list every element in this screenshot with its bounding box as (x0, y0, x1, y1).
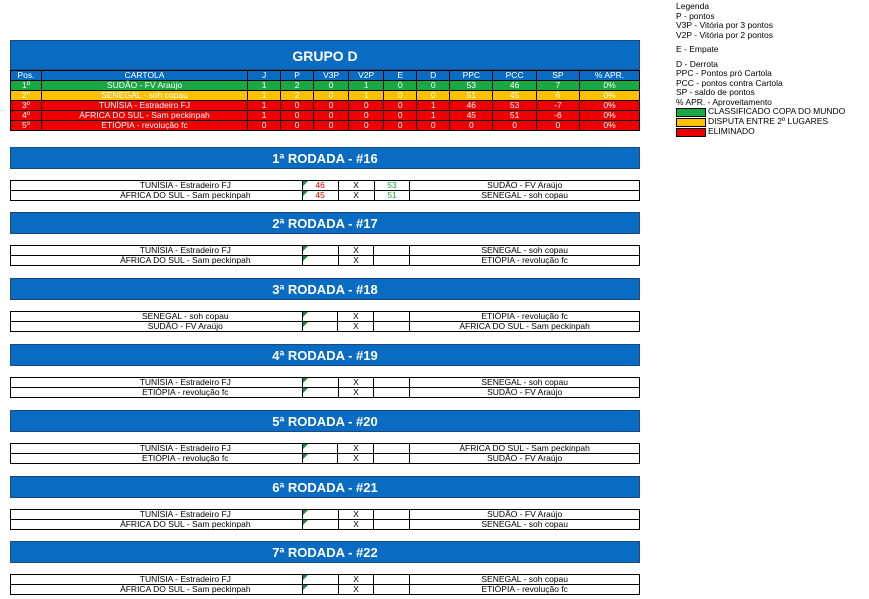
legend-line: PPC - Pontos pró Cartola (676, 68, 772, 78)
col-p: P (281, 71, 314, 81)
standings-cell: 0 (450, 121, 493, 131)
legend-line: PCC - pontos contra Cartola (676, 77, 783, 88)
standings-cell: 46 (493, 81, 536, 91)
home-team: TUNÍSIA - Estradeiro FJ (11, 444, 303, 454)
home-score: 45 (302, 191, 338, 201)
away-team: SUDÃO - FV Araújo (410, 388, 640, 398)
home-score (302, 510, 338, 520)
home-score: 46 (302, 181, 338, 191)
versus-mark: X (338, 520, 374, 530)
home-team: TUNÍSIA - Estradeiro FJ (11, 510, 303, 520)
col-pos: Pos. (11, 71, 42, 81)
match-row (11, 444, 640, 454)
standings-cell: 0% (580, 81, 640, 91)
standings-cell: SUDÃO - FV Araújo (41, 81, 247, 91)
round-title: 4ª RODADA - #19 (10, 344, 640, 366)
away-score (374, 454, 410, 464)
standings-cell: 46 (450, 101, 493, 111)
legend-status-label: CLASSIFICADO COPA DO MUNDO (708, 106, 846, 117)
standings-header-row (11, 71, 640, 81)
away-score (374, 585, 410, 595)
col-pcc: PCC (493, 71, 536, 81)
home-score (302, 585, 338, 595)
standings-cell: 0% (580, 111, 640, 121)
col-j: J (248, 71, 281, 81)
standings-cell: 0 (281, 101, 314, 111)
away-score (374, 378, 410, 388)
home-score (302, 312, 338, 322)
standings-cell: 0 (384, 121, 417, 131)
group-title: GRUPO D (10, 40, 640, 70)
away-score (374, 444, 410, 454)
match-table (10, 443, 640, 464)
standings-cell: 5º (11, 121, 42, 131)
standings-cell: 0 (536, 121, 579, 131)
home-score (302, 388, 338, 398)
col-sp: SP (536, 71, 579, 81)
match-table (10, 509, 640, 530)
standings-cell: ETIÓPIA - revolução fc (41, 121, 247, 131)
away-score (374, 520, 410, 530)
legend-line: SP - saldo de pontos (676, 87, 755, 97)
versus-mark: X (338, 575, 374, 585)
match-table (10, 180, 640, 201)
match-table (10, 377, 640, 398)
standings-cell: 0 (384, 111, 417, 121)
match-row (11, 246, 640, 256)
standings-cell: -7 (536, 101, 579, 111)
match-row (11, 256, 640, 266)
standings-cell: 0 (314, 101, 349, 111)
legend-line: E - Empate (676, 44, 719, 54)
round-title: 5ª RODADA - #20 (10, 410, 640, 432)
legend-status-label: ELIMINADO (708, 126, 755, 137)
standings-cell: ÁFRICA DO SUL - Sam peckinpah (41, 111, 247, 121)
away-score (374, 388, 410, 398)
legend-status-label: DISPUTA ENTRE 2º LUGARES (708, 116, 829, 127)
standings-cell: 3º (11, 101, 42, 111)
home-team: ÁFRICA DO SUL - Sam peckinpah (11, 191, 303, 201)
match-row (11, 510, 640, 520)
standings-cell: 1 (248, 91, 281, 101)
match-row (11, 322, 640, 332)
home-score (302, 322, 338, 332)
versus-mark: X (338, 256, 374, 266)
match-table (10, 311, 640, 332)
col-cartola: CARTOLA (41, 71, 247, 81)
match-row (11, 585, 640, 595)
match-row (11, 575, 640, 585)
away-team: ÁFRICA DO SUL - Sam peckinpah (410, 444, 640, 454)
home-score (302, 520, 338, 530)
standings-cell: 1 (248, 111, 281, 121)
round-title: 7ª RODADA - #22 (10, 541, 640, 563)
standings-cell: 4º (11, 111, 42, 121)
away-score: 51 (374, 191, 410, 201)
table-row (11, 101, 640, 111)
col-e: E (384, 71, 417, 81)
versus-mark: X (338, 388, 374, 398)
standings-cell: 0% (580, 91, 640, 101)
away-team: SUDÃO - FV Araújo (410, 510, 640, 520)
home-team: ÁFRICA DO SUL - Sam peckinpah (11, 585, 303, 595)
standings-cell: 0 (384, 91, 417, 101)
match-row (11, 454, 640, 464)
versus-mark: X (338, 312, 374, 322)
col-d: D (417, 71, 450, 81)
round-title: 2ª RODADA - #17 (10, 212, 640, 234)
standings-cell: 0 (349, 101, 384, 111)
round-title: 6ª RODADA - #21 (10, 476, 640, 498)
round-title: 3ª RODADA - #18 (10, 278, 640, 300)
standings-cell: 0 (248, 121, 281, 131)
away-score (374, 322, 410, 332)
away-team: SUDÃO - FV Araújo (410, 181, 640, 191)
match-row (11, 520, 640, 530)
table-row (11, 91, 640, 101)
red-swatch (676, 128, 706, 137)
standings-cell: 0 (417, 121, 450, 131)
standings-cell: 0 (314, 121, 349, 131)
home-score (302, 378, 338, 388)
standings-cell: 1 (248, 81, 281, 91)
standings-cell: 0 (384, 81, 417, 91)
match-table (10, 574, 640, 595)
standings-cell: -6 (536, 111, 579, 121)
standings-cell: 0 (314, 91, 349, 101)
home-team: SENEGAL - soh copau (11, 312, 303, 322)
standings-cell: 2º (11, 91, 42, 101)
table-row (11, 121, 640, 131)
standings-cell: 1 (417, 101, 450, 111)
away-team: SENEGAL - soh copau (410, 191, 640, 201)
home-team: TUNÍSIA - Estradeiro FJ (11, 181, 303, 191)
legend-line: D - Derrota (676, 58, 719, 69)
match-row (11, 388, 640, 398)
versus-mark: X (338, 191, 374, 201)
away-team: ETIÓPIA - revolução fc (410, 585, 640, 595)
legend-line: V2P - Vitória por 2 pontos (676, 29, 774, 40)
legend-line: V3P - Vitória por 3 pontos (676, 20, 774, 30)
standings-cell: 1 (417, 111, 450, 121)
standings-cell: 1 (349, 91, 384, 101)
match-row (11, 312, 640, 322)
standings-cell: 0 (349, 121, 384, 131)
standings-cell: 0 (349, 111, 384, 121)
away-score (374, 510, 410, 520)
standings-cell: 0 (281, 111, 314, 121)
round-title: 1ª RODADA - #16 (10, 147, 640, 169)
standings-cell: 0 (281, 121, 314, 131)
away-score: 53 (374, 181, 410, 191)
away-team: ETIÓPIA - revolução fc (410, 312, 640, 322)
standings-table (10, 70, 640, 131)
away-team: SENEGAL - soh copau (410, 378, 640, 388)
home-team: ÁFRICA DO SUL - Sam peckinpah (11, 520, 303, 530)
green-swatch (676, 108, 706, 117)
versus-mark: X (338, 378, 374, 388)
home-score (302, 454, 338, 464)
versus-mark: X (338, 585, 374, 595)
standings-cell: 0 (417, 81, 450, 91)
home-team: ETIÓPIA - revolução fc (11, 454, 303, 464)
legend-line: P - pontos (676, 10, 715, 21)
standings-cell: 0 (314, 111, 349, 121)
standings-cell: 1º (11, 81, 42, 91)
standings-cell: 2 (281, 91, 314, 101)
legend-status-eliminated (676, 127, 845, 137)
standings-cell: 6 (536, 91, 579, 101)
match-row (11, 191, 640, 201)
away-score (374, 575, 410, 585)
standings-cell: 0 (314, 81, 349, 91)
versus-mark: X (338, 246, 374, 256)
standings-cell: 2 (281, 81, 314, 91)
away-team: ETIÓPIA - revolução fc (410, 256, 640, 266)
standings-cell: 0 (384, 101, 417, 111)
home-score (302, 444, 338, 454)
home-score (302, 256, 338, 266)
away-score (374, 256, 410, 266)
home-score (302, 246, 338, 256)
col-v3p: V3P (314, 71, 349, 81)
table-row (11, 111, 640, 121)
away-team: SENEGAL - soh copau (410, 520, 640, 530)
standings-cell: SENEGAL - soh copau (41, 91, 247, 101)
versus-mark: X (338, 181, 374, 191)
away-team: SUDÃO - FV Araújo (410, 454, 640, 464)
legend-status-dispute (676, 117, 845, 127)
standings-cell: 0% (580, 101, 640, 111)
standings-cell: 45 (450, 111, 493, 121)
legend (676, 2, 845, 137)
standings-cell: 1 (349, 81, 384, 91)
standings-cell: 0 (417, 91, 450, 101)
home-team: ETIÓPIA - revolução fc (11, 388, 303, 398)
home-team: SUDÃO - FV Araújo (11, 322, 303, 332)
legend-title: Legenda (676, 1, 710, 11)
home-team: TUNÍSIA - Estradeiro FJ (11, 378, 303, 388)
col-ppc: PPC (450, 71, 493, 81)
versus-mark: X (338, 454, 374, 464)
standings-cell: 53 (450, 81, 493, 91)
standings-cell: 51 (450, 91, 493, 101)
standings-cell: 45 (493, 91, 536, 101)
away-team: SENEGAL - soh copau (410, 575, 640, 585)
versus-mark: X (338, 322, 374, 332)
standings-cell: 0% (580, 121, 640, 131)
match-table (10, 245, 640, 266)
home-team: TUNÍSIA - Estradeiro FJ (11, 246, 303, 256)
standings-cell: 53 (493, 101, 536, 111)
standings-cell: 0 (493, 121, 536, 131)
away-team: SENEGAL - soh copau (410, 246, 640, 256)
match-row (11, 378, 640, 388)
standings-cell: TUNÍSIA - Estradeiro FJ (41, 101, 247, 111)
versus-mark: X (338, 510, 374, 520)
home-team: ÁFRICA DO SUL - Sam peckinpah (11, 256, 303, 266)
home-score (302, 575, 338, 585)
away-team: ÁFRICA DO SUL - Sam peckinpah (410, 322, 640, 332)
table-row (11, 81, 640, 91)
legend-line: % APR. - Aproveitamento (676, 96, 772, 107)
standings-cell: 1 (248, 101, 281, 111)
away-score (374, 246, 410, 256)
yellow-swatch (676, 118, 706, 127)
away-score (374, 312, 410, 322)
standings-cell: 7 (536, 81, 579, 91)
match-row (11, 181, 640, 191)
standings-cell: 51 (493, 111, 536, 121)
col-apr: % APR. (580, 71, 640, 81)
col-v2p: V2P (349, 71, 384, 81)
home-team: TUNÍSIA - Estradeiro FJ (11, 575, 303, 585)
versus-mark: X (338, 444, 374, 454)
